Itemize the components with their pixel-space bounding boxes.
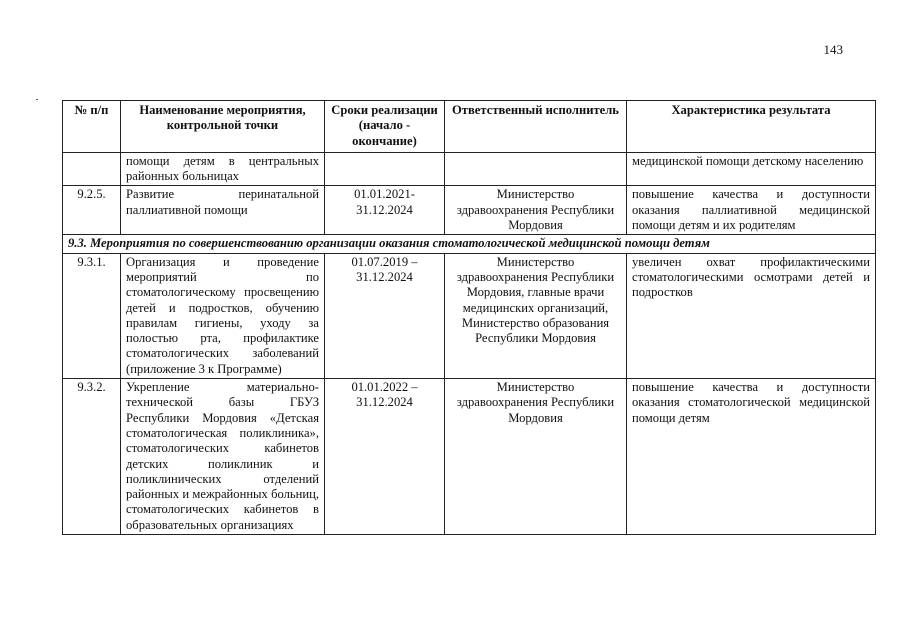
cell-responsible: [445, 152, 627, 186]
cell-result: повышение качества и доступности оказания паллиативной медицинской помощи детям и их родителям: [627, 186, 876, 235]
cell-name: Организация и проведение мероприятий по стоматологическому просвещению детей и подростков, обучению правилам гигиены, уходу за полостью рта, профилактике стоматологических заболеваний (приложение 3 к Программе): [121, 253, 325, 378]
table-row: [63, 379, 876, 535]
cell-period: 01.01.2022 – 31.12.2024: [325, 379, 445, 535]
scan-speck: [36, 99, 38, 100]
section-row: [63, 235, 876, 253]
cell-result: повышение качества и доступности оказания стоматологической медицинской помощи детям: [627, 379, 876, 535]
cell-responsible: Министерство здравоохранения Республики Мордовия: [445, 379, 627, 535]
cell-result: увеличен охват профилактическими стоматологическими осмотрами детей и подростков: [627, 253, 876, 378]
cell-responsible: Министерство здравоохранения Республики Мордовия: [445, 186, 627, 235]
cell-num: 9.2.5.: [63, 186, 121, 235]
table-row: [63, 253, 876, 378]
cell-responsible: Министерство здравоохранения Республики Мордовия, главные врачи медицинских организаций, Министерство образования Республики Мордовия: [445, 253, 627, 378]
cell-name: Развитие перинатальной паллиативной помощи: [121, 186, 325, 235]
cell-num: [63, 152, 121, 186]
cell-result: медицинской помощи детскому населению: [627, 152, 876, 186]
table-row: [63, 186, 876, 235]
header-result: Характеристика результата: [627, 101, 876, 153]
page-number: 143: [823, 42, 843, 57]
cell-period: 01.01.2021-31.12.2024: [325, 186, 445, 235]
table-header-row: [63, 101, 876, 153]
measures-table: [62, 100, 876, 535]
cell-period: 01.07.2019 – 31.12.2024: [325, 253, 445, 378]
table-row: [63, 152, 876, 186]
header-responsible: Ответственный исполнитель: [445, 101, 627, 153]
header-period: Сроки реализации (начало - окончание): [325, 101, 445, 153]
cell-num: 9.3.2.: [63, 379, 121, 535]
cell-name: Укрепление материально-технической базы ГБУЗ Республики Мордовия «Детская стоматологическая поликлиника», стоматологических кабинетов детских поликлиник и поликлинических отделений районных и межрайонных больниц, стоматологических кабинетов в образовательных организациях: [121, 379, 325, 535]
cell-num: 9.3.1.: [63, 253, 121, 378]
cell-name: помощи детям в центральных районных больницах: [121, 152, 325, 186]
header-name: Наименование мероприятия, контрольной точки: [121, 101, 325, 153]
section-title: 9.3. Мероприятия по совершенствованию организации оказания стоматологической медицинской помощи детям: [63, 235, 876, 253]
cell-period: [325, 152, 445, 186]
header-num: № п/п: [63, 101, 121, 153]
